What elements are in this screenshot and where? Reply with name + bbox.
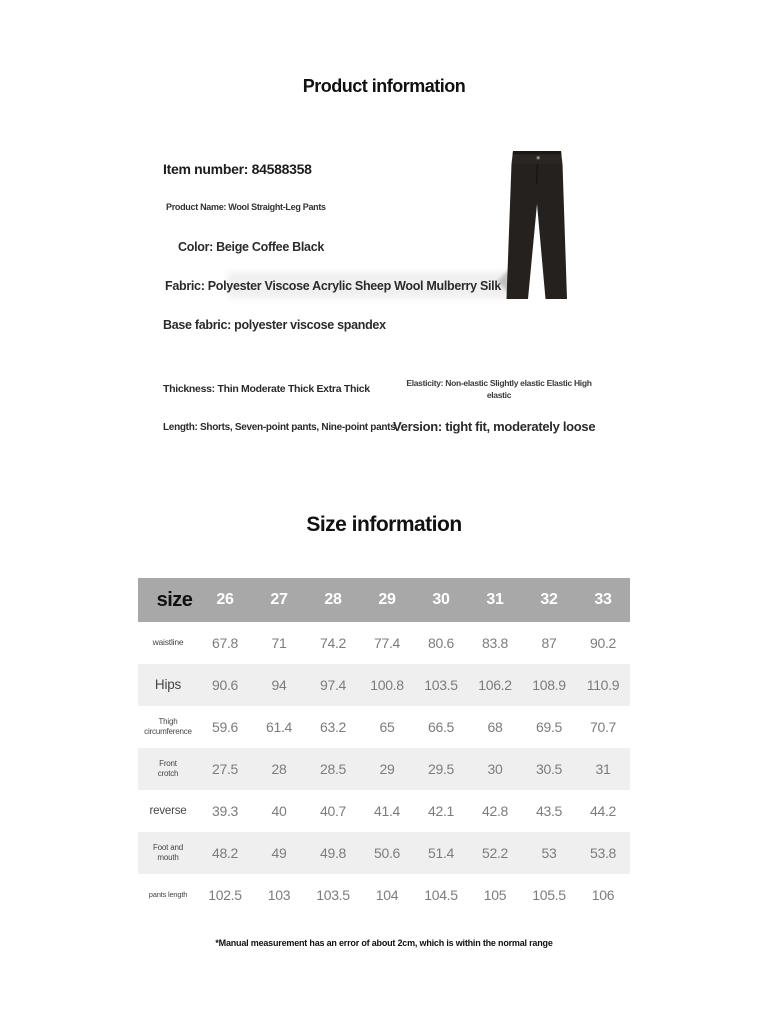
size-value-cell: 108.9 xyxy=(532,677,566,693)
size-table-row xyxy=(138,664,630,706)
size-table-row xyxy=(138,706,630,748)
row-label: pants length xyxy=(148,890,188,900)
size-value-cell: 69.5 xyxy=(535,719,563,735)
size-value-cell: 68 xyxy=(487,719,503,735)
product-image-pants xyxy=(504,148,571,301)
size-value-cell: 29 xyxy=(379,761,395,777)
size-table-corner-label: size xyxy=(156,588,193,611)
size-value-cell: 61.4 xyxy=(265,719,293,735)
size-value-cell: 90.6 xyxy=(211,677,239,693)
size-value-cell: 28 xyxy=(271,761,287,777)
size-value-cell: 100.8 xyxy=(370,677,404,693)
size-value-cell: 103.5 xyxy=(316,887,350,903)
size-value-cell: 87 xyxy=(541,635,557,651)
row-label: Foot and mouth xyxy=(153,842,183,862)
size-column-header: 27 xyxy=(270,591,288,608)
size-value-cell: 110.9 xyxy=(586,677,620,693)
size-value-cell: 27.5 xyxy=(211,761,239,777)
measurement-footnote: *Manual measurement has an error of about 2cm, which is within the normal range xyxy=(215,938,553,948)
size-value-cell: 39.3 xyxy=(211,803,239,819)
size-table-header-row xyxy=(138,578,630,622)
size-table-row xyxy=(138,832,630,874)
size-column-header: 33 xyxy=(594,591,612,608)
size-value-cell: 105 xyxy=(483,887,507,903)
product-name-text: Product Name: Wool Straight-Leg Pants xyxy=(166,202,326,212)
size-value-cell: 30.5 xyxy=(535,761,563,777)
size-value-cell: 51.4 xyxy=(427,845,455,861)
size-table-row xyxy=(138,874,630,916)
row-label: Thigh circumference xyxy=(144,716,192,736)
size-value-cell: 40.7 xyxy=(319,803,347,819)
size-value-cell: 48.2 xyxy=(211,845,239,861)
color-text: Color: Beige Coffee Black xyxy=(178,240,325,254)
size-table xyxy=(138,578,630,916)
size-value-cell: 30 xyxy=(487,761,503,777)
row-label: Hips xyxy=(154,677,182,693)
size-value-cell: 105.5 xyxy=(532,887,566,903)
size-info-title: Size information xyxy=(306,513,462,536)
elasticity-line2: elastic xyxy=(486,390,512,400)
size-value-cell: 74.2 xyxy=(319,635,347,651)
size-column-header: 26 xyxy=(216,591,234,608)
row-label: waistline xyxy=(152,637,184,648)
size-column-header: 29 xyxy=(378,591,396,608)
row-label: reverse xyxy=(149,804,187,817)
size-value-cell: 42.1 xyxy=(427,803,455,819)
size-table-row xyxy=(138,748,630,790)
size-value-cell: 53.8 xyxy=(589,845,617,861)
size-column-header: 30 xyxy=(432,591,450,608)
size-table-row xyxy=(138,790,630,832)
size-value-cell: 49 xyxy=(271,845,287,861)
size-value-cell: 83.8 xyxy=(481,635,509,651)
size-value-cell: 49.8 xyxy=(319,845,347,861)
row-label: Front crotch xyxy=(157,758,179,778)
elasticity-line1: Elasticity: Non-elastic Slightly elastic Elastic High xyxy=(406,378,592,388)
size-value-cell: 31 xyxy=(595,761,611,777)
size-value-cell: 63.2 xyxy=(319,719,347,735)
size-value-cell: 50.6 xyxy=(373,845,401,861)
size-value-cell: 43.5 xyxy=(535,803,563,819)
size-value-cell: 28.5 xyxy=(319,761,347,777)
size-value-cell: 29.5 xyxy=(427,761,455,777)
size-table-head xyxy=(138,578,630,622)
version-text: Version: tight fit, moderately loose xyxy=(393,419,596,434)
size-value-cell: 106 xyxy=(591,887,615,903)
size-value-cell: 90.2 xyxy=(589,635,617,651)
size-value-cell: 42.8 xyxy=(481,803,509,819)
size-column-header: 28 xyxy=(324,591,342,608)
size-value-cell: 65 xyxy=(379,719,395,735)
size-value-cell: 80.6 xyxy=(427,635,455,651)
size-value-cell: 102.5 xyxy=(208,887,242,903)
size-table-row xyxy=(138,622,630,664)
size-value-cell: 97.4 xyxy=(319,677,347,693)
size-value-cell: 104.5 xyxy=(424,887,458,903)
size-value-cell: 44.2 xyxy=(589,803,617,819)
thickness-text: Thickness: Thin Moderate Thick Extra Thick xyxy=(163,383,370,395)
size-value-cell: 66.5 xyxy=(427,719,455,735)
size-value-cell: 71 xyxy=(271,635,287,651)
elasticity-text xyxy=(403,377,595,401)
size-column-header: 32 xyxy=(540,591,558,608)
size-value-cell: 67.8 xyxy=(211,635,239,651)
fabric-text: Fabric: Polyester Viscose Acrylic Sheep Wool Mulberry Silk xyxy=(165,279,501,293)
pants-illustration xyxy=(504,148,571,301)
size-value-cell: 40 xyxy=(271,803,287,819)
size-value-cell: 70.7 xyxy=(589,719,617,735)
length-text: Length: Shorts, Seven-point pants, Nine-point pants xyxy=(163,422,396,433)
item-number-text: Item number: 84588358 xyxy=(163,161,312,177)
size-column-header: 31 xyxy=(486,591,504,608)
base-fabric-text: Base fabric: polyester viscose spandex xyxy=(163,318,386,332)
size-table-body xyxy=(138,622,630,916)
size-value-cell: 104 xyxy=(375,887,399,903)
size-value-cell: 52.2 xyxy=(481,845,509,861)
product-info-title: Product information xyxy=(302,76,466,96)
size-value-cell: 53 xyxy=(541,845,557,861)
size-value-cell: 106.2 xyxy=(478,677,512,693)
size-value-cell: 41.4 xyxy=(373,803,401,819)
size-value-cell: 77.4 xyxy=(373,635,401,651)
size-value-cell: 103.5 xyxy=(424,677,458,693)
size-value-cell: 59.6 xyxy=(211,719,239,735)
size-value-cell: 103 xyxy=(267,887,291,903)
size-value-cell: 94 xyxy=(271,677,287,693)
